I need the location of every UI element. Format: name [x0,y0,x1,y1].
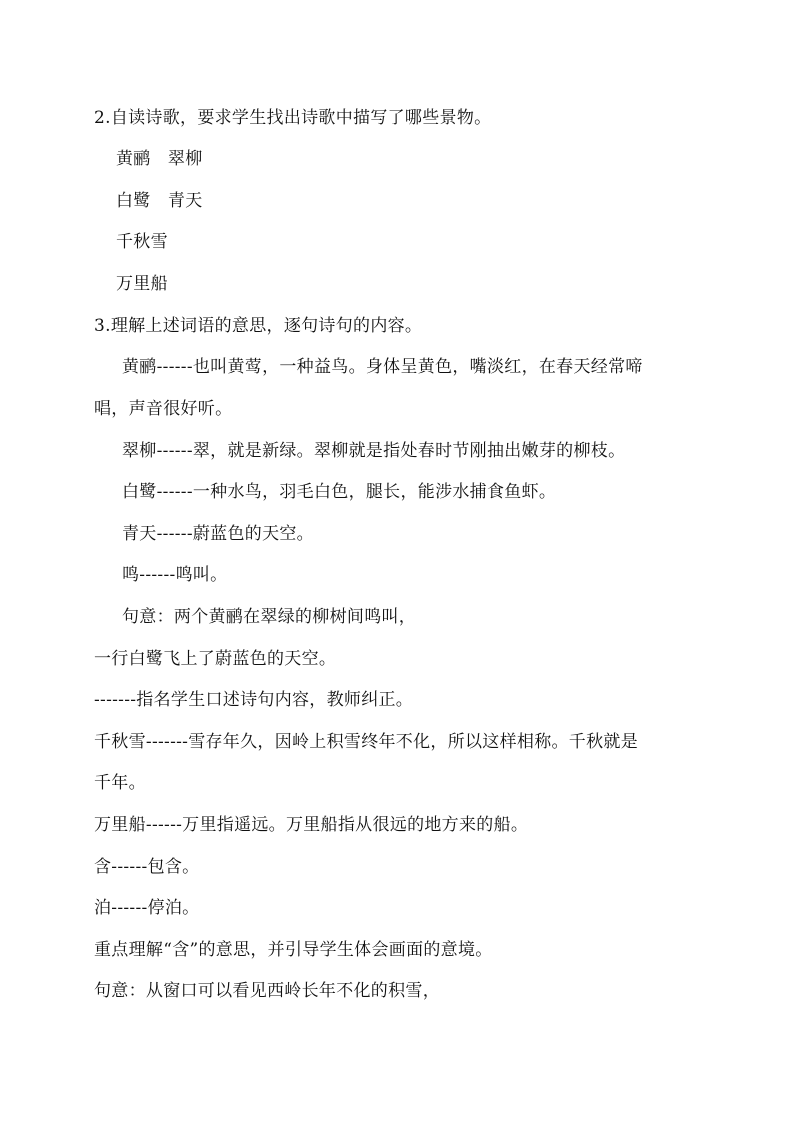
definition-bailu: 白鹭------一种水鸟，羽毛白色，腿长，能涉水捕食鱼虾。 [122,482,557,502]
definition-han: 含------包含。 [94,857,200,877]
step-3-instruction: 3.理解上述词语的意思，逐句诗句的内容。 [94,316,423,336]
definition-huangli-continued: 唱，声音很好听。 [94,399,233,419]
definition-wanlichuan: 万里船------万里指遥远。万里船指从很远的地方来的船。 [94,815,529,835]
sentence-meaning-1: 句意：两个黄鹂在翠绿的柳树间鸣叫， [122,607,417,627]
step-2-instruction: 2.自读诗歌，要求学生找出诗歌中描写了哪些景物。 [94,108,492,128]
definition-huangli: 黄鹂------也叫黄莺，一种益鸟。身体呈黄色，嘴淡红，在春天经常啼 [122,357,643,377]
teacher-note: -------指名学生口述诗句内容，教师纠正。 [94,690,414,710]
sentence-meaning-1-continued: 一行白鹭飞上了蔚蓝色的天空。 [94,649,337,669]
scenery-item-snow: 千秋雪 [116,232,168,252]
key-point-note: 重点理解“含”的意思，并引导学生体会画面的意境。 [94,940,493,960]
scenery-pair-2: 白鹭 青天 [116,191,203,211]
definition-bo: 泊------停泊。 [94,898,200,918]
definition-qingtian: 青天------蔚蓝色的天空。 [122,524,314,544]
scenery-item-boat: 万里船 [116,274,168,294]
definition-ming: 鸣------鸣叫。 [122,565,228,585]
definition-cuiliu: 翠柳------翠，就是新绿。翠柳就是指处春时节刚抽出嫩芽的柳枝。 [122,441,626,461]
sentence-meaning-2: 句意：从窗口可以看见西岭长年不化的积雪， [94,981,440,1001]
definition-qianqiuxue-continued: 千年。 [94,773,146,793]
scenery-pair-1: 黄鹂 翠柳 [116,149,203,169]
definition-qianqiuxue: 千秋雪-------雪存年久，因岭上积雪终年不化，所以这样相称。千秋就是 [94,732,639,752]
